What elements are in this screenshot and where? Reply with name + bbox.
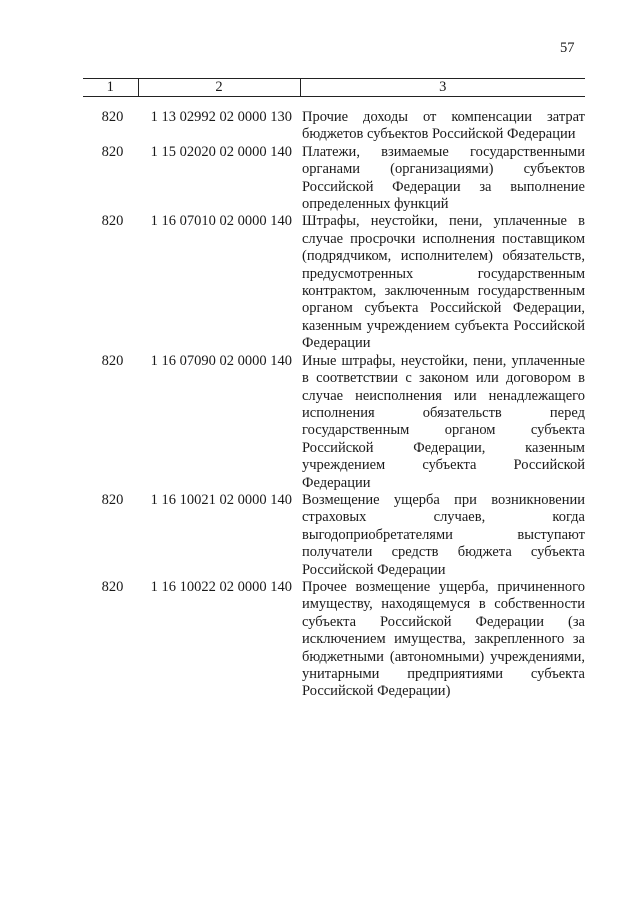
admin-code-cell: 820 bbox=[101, 109, 124, 125]
revenue-name-cell: Платежи, взимаемые государственными органами (организациями) субъектов Российской Федерации за выполнение определенных функций bbox=[302, 143, 585, 213]
header-col-3: 3 bbox=[300, 79, 585, 97]
revenue-name-cell: Прочие доходы от компенсации затрат бюджетов субъектов Российской Федерации bbox=[302, 109, 585, 143]
admin-code-cell: 820 bbox=[101, 491, 124, 508]
table-row bbox=[83, 144, 585, 214]
table-row bbox=[83, 109, 585, 144]
admin-code-cell: 820 bbox=[101, 352, 124, 369]
kbk-cell: 1 16 10021 02 0000 140 bbox=[150, 491, 292, 508]
kbk-cell: 1 16 07090 02 0000 140 bbox=[150, 352, 292, 369]
spacer-row bbox=[83, 97, 585, 110]
kbk-cell: 1 15 02020 02 0000 140 bbox=[150, 143, 292, 160]
admin-code-cell: 820 bbox=[101, 213, 124, 230]
revenue-name-cell: Штрафы, неустойки, пени, уплаченные в случае просрочки исполнения поставщиком (подрядчиком, исполнителем) обязательств, предусмотренных государственным контрактом, заключенным государственным органом субъекта Российской Федерации, казенным учреждением субъекта Российской Федерации bbox=[302, 213, 585, 352]
header-col-2: 2 bbox=[138, 79, 300, 97]
revenue-classification-table bbox=[83, 78, 585, 701]
table-row bbox=[83, 213, 585, 352]
admin-code-cell: 820 bbox=[101, 143, 124, 160]
revenue-name-cell: Иные штрафы, неустойки, пени, уплаченные в соответствии с законом или договором в случае неисполнения или ненадлежащего исполнения обязательств перед государственным органом субъекта Российской Федерации, казенным учреждением субъекта Российской Федерации bbox=[302, 352, 585, 491]
revenue-name-cell: Возмещение ущерба при возникновении страховых случаев, когда выгодоприобретателями выступают получатели средств бюджета субъекта Российской Федерации bbox=[302, 491, 585, 578]
admin-code-cell: 820 bbox=[101, 578, 124, 595]
table-body bbox=[83, 97, 585, 701]
kbk-cell: 1 16 07010 02 0000 140 bbox=[150, 213, 292, 230]
kbk-cell: 1 16 10022 02 0000 140 bbox=[150, 578, 292, 595]
table-row bbox=[83, 579, 585, 701]
table-header bbox=[83, 79, 585, 97]
table-row bbox=[83, 353, 585, 492]
kbk-cell: 1 13 02992 02 0000 130 bbox=[150, 109, 292, 125]
header-col-1: 1 bbox=[83, 79, 138, 97]
header-row bbox=[83, 79, 585, 97]
page-number: 57 bbox=[560, 40, 575, 56]
revenue-name-cell: Прочее возмещение ущерба, причиненного имуществу, находящемуся в собственности субъекта Российской Федерации (за исключением имущества, закрепленного за бюджетными (автономными) учреждениями, унитарными предприятиями субъекта Российской Федерации) bbox=[302, 578, 585, 700]
table-row bbox=[83, 492, 585, 579]
